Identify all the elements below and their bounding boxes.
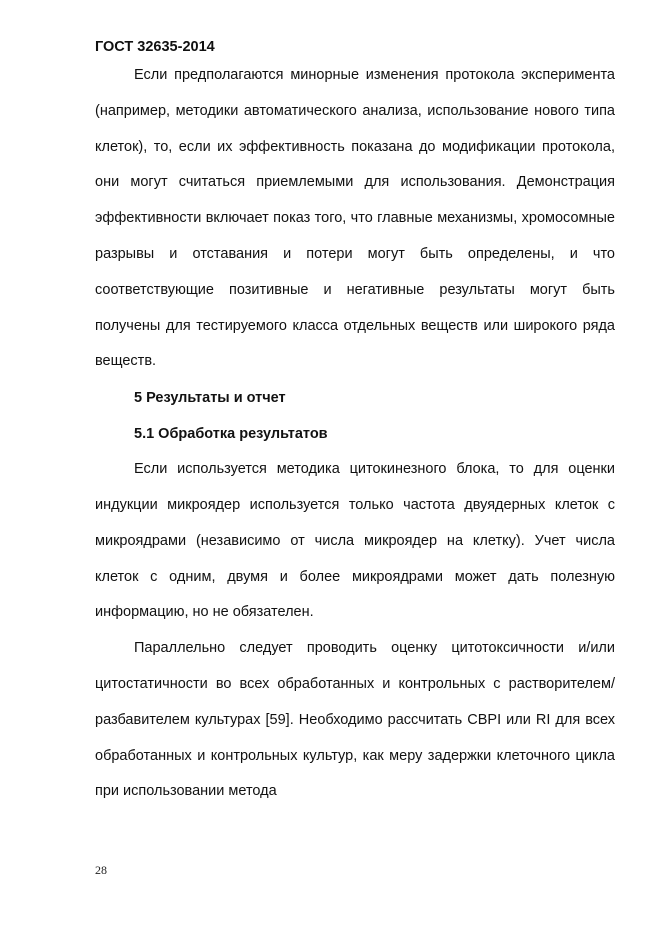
paragraph-cytotoxicity: Параллельно следует проводить оценку цитотоксичности и/или цитостатичности во всех обработанных и контрольных с растворителем/разбавителем культурах [59]. Необходимо рассчитать CBPI или RI для всех обработанных и контрольных культур, как меру задержки клеточного цикла при использовании метода	[95, 640, 615, 800]
section-heading-results-report: 5 Результаты и отчет	[134, 390, 286, 407]
document-standard-code: ГОСТ 32635-2014	[95, 39, 215, 55]
subsection-heading-processing-results: 5.1 Обработка результатов	[134, 426, 328, 443]
paragraph-protocol-modifications: Если предполагаются минорные изменения протокола эксперимента (например, методики автоматического анализа, использование нового типа клеток), то, если их эффективность показана до модификации протокола, они могут считаться приемлемыми для использования. Демонстрация эффективности включает показ того, что главные механизмы, хромосомные разрывы и отставания и потери могут быть определены, и что соответствующие позитивные и негативные результаты могут быть получены для тестируемого класса отдельных веществ или широкого ряда веществ.	[95, 67, 615, 370]
page-number: 28	[95, 863, 107, 877]
paragraph-cytokinesis-block: Если используется методика цитокинезного блока, то для оценки индукции микроядер используется только частота двуядерных клеток с микроядрами (независимо от числа микроядер на клетку). Учет числа клеток с одним, двумя и более микроядрами может дать полезную информацию, но не обязателен.	[95, 461, 615, 621]
document-page	[95, 36, 615, 810]
